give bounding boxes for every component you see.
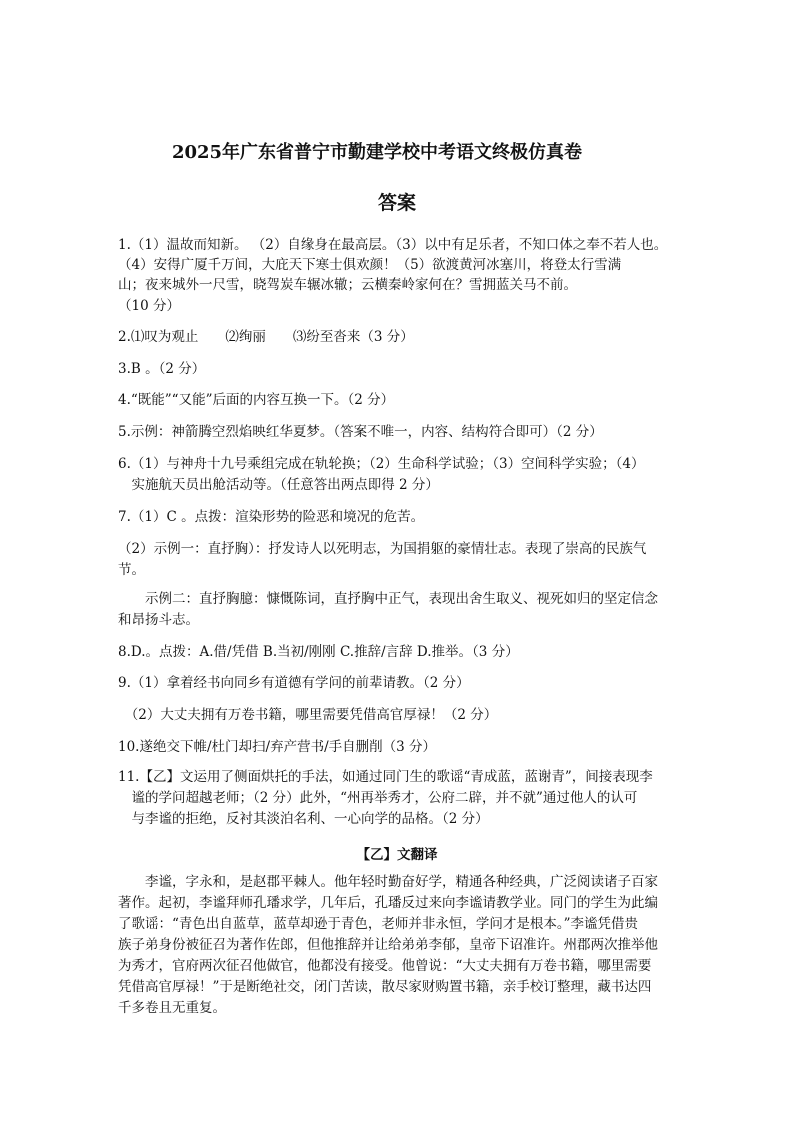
- answer-line: 示例二：直抒胸臆：慷慨陈词，直抒胸中正气，表现出舍生取义、视死如归的坚定信念: [118, 591, 658, 607]
- answer-line: 节。: [118, 562, 145, 578]
- translation-line: 著作。起初，李谧拜师孔璠求学，几年后，孔璠反过来向李谧请教学业。同门的学生为此编: [118, 895, 658, 911]
- answer-line: 和昂扬斗志。: [118, 612, 199, 628]
- translation-line: 李谧，字永和，是赵郡平棘人。他年轻时勤奋好学，精通各种经典，广泛阅读诸子百家: [118, 874, 658, 890]
- document-title: 2025年广东省普宁市勤建学校中考语文终极仿真卷: [171, 142, 583, 163]
- translation-line: 千多卷且无重复。: [118, 1000, 226, 1016]
- answer-line: 7.（1）C 。点拨：渲染形势的险恶和境况的危苦。: [118, 509, 425, 525]
- answer-line: 5.示例：神箭腾空烈焰映红华夏梦。（答案不唯一，内容、结构符合即可）（2 分）: [118, 424, 603, 440]
- answer-line: 11.【乙】文运用了侧面烘托的手法，如通过同门生的歌谣“青成蓝，蓝谢青”，间接表现李: [118, 769, 653, 785]
- answer-line: 2.⑴叹为观止 ⑵绚丽 ⑶纷至沓来（3 分）: [118, 329, 414, 345]
- translation-line: 了歌谣：“青色出自蓝草，蓝草却逊于青色，老师并非永恒，学问才是根本。”李谧凭借贵: [118, 916, 639, 932]
- answer-line: 3.B 。（2 分）: [118, 361, 206, 377]
- answer-line: 4.“既能”“又能”后面的内容互换一下。（2 分）: [118, 392, 395, 408]
- translation-line: 为秀才，官府两次征召他做官，他都没有接受。他曾说：“大丈夫拥有万卷书籍，哪里需要: [118, 958, 652, 974]
- answer-line: 实施航天员出舱活动等。（任意答出两点即得 2 分）: [118, 477, 439, 493]
- translation-heading: 【乙】文翻译: [356, 847, 438, 863]
- answer-line: 9.（1）拿着经书向同乡有道德有学问的前辈请教。（2 分）: [118, 675, 470, 691]
- answer-line: 谧的学问超越老师；（2 分）此外，“州再举秀才，公府二辟，并不就”通过他人的认可: [118, 790, 638, 806]
- document-subtitle: 答案: [377, 192, 416, 214]
- answer-line: 10.遂绝交下帷/杜门却扫/弃产营书/手自删削（3 分）: [118, 739, 436, 755]
- answer-line: 6.（1）与神舟十九号乘组完成在轨轮换；（2）生命科学试验；（3）空间科学实验；（4）: [118, 456, 645, 472]
- translation-line: 凭借高官厚禄！”于是断绝社交，闭门苦读，散尽家财购置书籍，亲手校订整理，藏书达四: [118, 979, 652, 995]
- translation-line: 族子弟身份被征召为著作佐郎，但他推辞并让给弟弟李郁，皇帝下诏准许。州郡两次推举他: [118, 937, 658, 953]
- answer-line: 8.D.。点拨：A.借/凭借 B.当初/刚刚 C.推辞/言辞 D.推举。（3 分）: [118, 644, 519, 660]
- answer-line: 与李谧的拒绝，反衬其淡泊名利、一心向学的品格。（2 分）: [118, 811, 489, 827]
- answer-line: 1.（1）温故而知新。 （2）自缘身在最高层。（3）以中有足乐者，不知口体之奉不若人也。: [118, 237, 668, 253]
- answer-line: （4）安得广厦千万间，大庇天下寒士俱欢颜！（5）欲渡黄河冰塞川，将登太行雪满: [118, 257, 622, 273]
- answer-line: 山；夜来城外一尺雪，晓驾炭车辗冰辙；云横秦岭家何在？雪拥蓝关马不前。: [118, 277, 577, 293]
- answer-line: （2）大丈夫拥有万卷书籍，哪里需要凭借高官厚禄！（2 分）: [118, 707, 498, 723]
- answer-line: （10 分）: [118, 298, 180, 314]
- answer-line: （2）示例一：直抒胸）：抒发诗人以死明志，为国捐躯的豪情壮志。表现了崇高的民族气: [118, 541, 647, 557]
